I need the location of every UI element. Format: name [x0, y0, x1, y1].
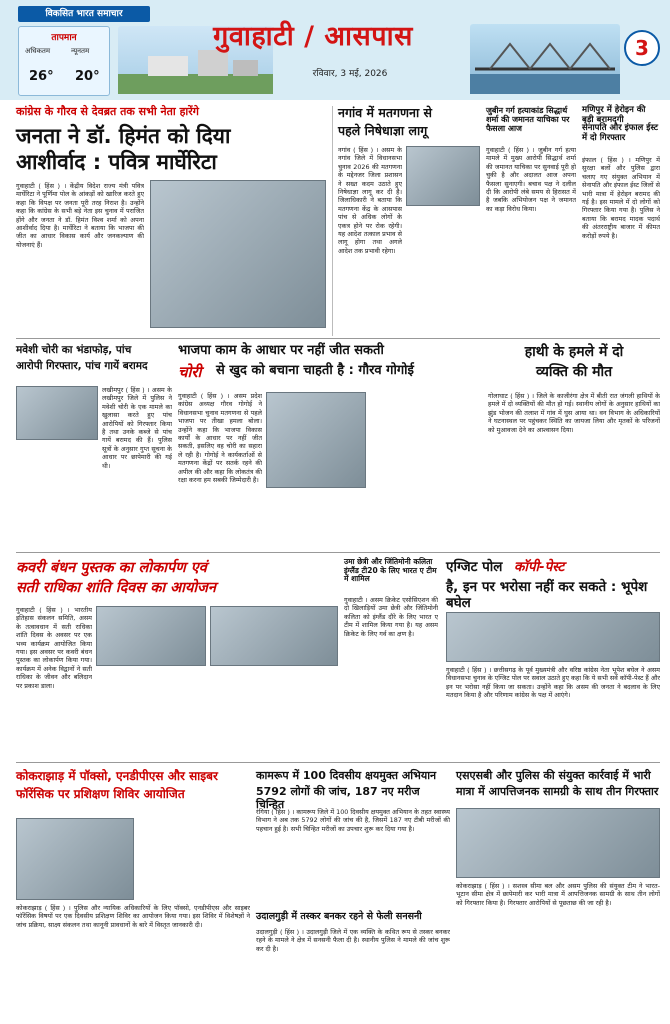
story-7-title-line2: व्यक्ति की मौत [535, 364, 613, 380]
max-temp-label: अधिकतम [25, 47, 51, 55]
publication-brand: विकसित भारत समाचार [18, 6, 150, 22]
story-5-title-line1: मवेशी चोरी का भंडाफोड़, पांच [16, 344, 132, 356]
story-13-title: उदालगुड़ी में तस्कर बनकर रहने से फेली सनसनी [256, 911, 422, 922]
story-6-photo [266, 392, 366, 488]
story-1-title-line1: जनता ने डॉ. हिमंत को दिया [16, 124, 231, 148]
story-9-title: उमा छेत्री और जिंतिमोनी कलिता इंग्लैंड टी20 के लिए भारत ए टीम में शामिल [344, 557, 437, 584]
story-1-title-line2: आशीर्वाद : पवित्र मार्घेरिटा [16, 150, 217, 174]
story-7-title-line1: हाथी के हमले में दो [524, 344, 624, 360]
story-7-body: गोलाघाट ( हिंस ) । जिले के काजीरंगा क्षेत्र में बीती रात जंगली हाथियों के हमले में दो व्यक्तियों की मौत हो गई। स्थानीय लोगों के अनुसार हाथियों का झुंड भोजन की तलाश में गांव में घुस आया था। वन विभाग के अधिकारियों ने घटनास्थल पर पहुंचकर स्थिति का जायजा लिया और मृतकों के परिजनों को मुआवजा देने का आश्वासन दिया। [488, 392, 660, 434]
story-14-photo [456, 808, 660, 878]
story-4-title-line1: मणिपुर में हेरोइन की बड़ी बरामदगी [582, 105, 646, 125]
min-temp-label: न्यूनतम [71, 47, 90, 55]
row-divider [16, 762, 660, 763]
story-4-body: इंफाल ( हिंस ) । मणिपुर में सुरक्षा बलों और पुलिस द्वारा चलाए गए संयुक्त अभियान में सेनापति और इंफाल ईस्ट जिलों से भारी मात्रा में हेरोइन बरामद की गई है। इस मामले में दो लोगों को गिरफ्तार किया गया है। पुलिस ने बताया कि बरामद मादक पदार्थ की अंतरराष्ट्रीय बाजार में कीमत करोड़ों रुपये है। [582, 156, 660, 240]
story-3-body: गुवाहाटी ( हिंस ) । जुबीन गर्ग हत्या मामले में मुख्य आरोपी सिद्धार्थ शर्मा की जमानत याचिका पर सुनवाई पूरी हो चुकी है और अदालत आज अपना फैसला सुनाएगी। बचाव पक्ष ने दलील दी कि आरोपी लंबे समय से हिरासत में है जबकि अभियोजन पक्ष ने जमानत का कड़ा विरोध किया। [486, 146, 576, 213]
story-2-body: नगांव ( हिंस ) । असम के नगांव जिले में विधानसभा चुनाव 2026 की मतगणना के मद्देनजर जिला प्रशासन ने सख्त कदम उठाते हुए निषेधाज्ञा लागू कर दी है। जिलाधिकारी ने बताया कि मतगणना केंद्र के आसपास पांच से अधिक लोगों के एकत्र होने पर रोक रहेगी। यह आदेश तत्काल प्रभाव से लागू होगा तथा अगले आदेश तक प्रभावी रहेगा। [338, 146, 402, 255]
story-11-title-line2: फॉरेंसिक पर प्रशिक्षण शिविर आयोजित [16, 787, 185, 801]
story-11-body: कोकराझाड़ ( हिंस ) । पुलिस और न्यायिक अधिकारियों के लिए पॉक्सो, एनडीपीएस और साइबर फॉरेंसिक विषयों पर एक दिवसीय प्रशिक्षण शिविर का आयोजन किया गया। इस शिविर में विशेषज्ञों ने जांच प्रक्रिया, साक्ष्य संकलन तथा कानूनी प्रावधानों के बारे में विस्तृत जानकारी दी। [16, 904, 250, 929]
weather-box [18, 26, 110, 96]
date-line: रविवार, 3 मई, 2026 [312, 69, 388, 79]
page-number: 3 [624, 30, 660, 66]
story-6-body: गुवाहाटी ( हिंस ) । असम प्रदेश कांग्रेस अध्यक्ष गौरव गोगोई ने विधानसभा चुनाव मतगणना से पहले भाजपा पर तीखा हमला बोला। उन्होंने कहा कि भाजपा विकास कार्यों के आधार पर नहीं जीत सकती, इसलिए वह चोरी का सहारा ले रही है। गोगोई ने कार्यकर्ताओं से मतगणना केंद्रों पर सतर्क रहने की अपील की और कहा कि लोकतंत्र की रक्षा करना हम सबकी जिम्मेदारी है। [178, 392, 262, 485]
min-temp-value: 20° [75, 69, 100, 84]
story-2-title-line1: नगांव में मतगणना से [338, 105, 432, 120]
story-12-body: रंगिया ( हिंस ) । कामरूप जिले में 100 दिवसीय क्षयमुक्त अभियान के तहत स्वास्थ्य विभाग ने अब तक 5792 लोगों की जांच की है, जिसमें 187 नए टीबी मरीजों की पहचान हुई है। सभी चिन्हित मरीजों का उपचार शुरू कर दिया गया है। [256, 808, 450, 833]
story-10-title-part2: है, इन पर भरोसा नहीं कर सकते : भूपेश बघेल [446, 579, 648, 611]
story-8-title-line2: सती राधिका शांति दिवस का आयोजन [16, 580, 216, 596]
story-3-title: जुबीन गर्ग हत्याकांड सिद्धार्थ शर्मा की जमानत याचिका पर फैसला आज [486, 106, 570, 134]
bridge-image [470, 24, 620, 94]
story-5-title-line2: आरोपी गिरफ्तार, पांच गायें बरामद [16, 360, 148, 372]
story-9-body: गुवाहाटी । असम क्रिकेट एसोसिएशन की दो खिलाड़ियों उमा छेत्री और जिंतिमोनी कलिता को इंग्लैंड दौरे के लिए भारत ए टीम में शामिल किया गया है। यह असम क्रिकेट के लिए गर्व का क्षण है। [344, 596, 438, 638]
story-14-title-line2: मात्रा में आपत्तिजनक सामग्री के साथ तीन गिरफ्तार [456, 785, 659, 798]
story-6-title-line2: से खुद को बचाना चाहती है : गौरव गोगोई [216, 363, 414, 378]
story-1-body: गुवाहाटी ( हिंस ) । केंद्रीय विदेश राज्य मंत्री पवित्र मार्घेरिटा ने पूर्णिमा पोल के आंकड़ों को खारिज करते हुए कहा कि विपक्ष पर जनता पूरी तरह निराश है। उन्होंने कहा कि कांग्रेस के सभी बड़े नेता इस चुनाव में पराजित होंगे और जनता ने डॉ. हिमंत विश्व शर्मा को अपना आशीर्वाद दिया है। मार्घेरिटा ने बताया कि भाजपा की जीत का आधार विकास कार्य और जनकल्याण की योजनाएं हैं। [16, 182, 144, 249]
story-12-title-line2: 5792 लोगों की जांच, 187 नए मरीज चिन्हित [256, 785, 420, 811]
story-8-photo-1 [96, 606, 206, 666]
story-10-title-part1: एग्जिट पोल [446, 559, 503, 575]
story-1-photo [150, 180, 326, 328]
story-10-photo [446, 612, 660, 662]
story-5-photo [16, 386, 98, 440]
story-11-title-line1: कोकराझाड़ में पॉक्सो, एनडीपीएस और साइबर [16, 769, 218, 783]
story-10-body: गुवाहाटी ( हिंस ) । छत्तीसगढ़ के पूर्व मुख्यमंत्री और वरिष्ठ कांग्रेस नेता भूपेश बघेल ने असम विधानसभा चुनाव के एग्जिट पोल पर सवाल उठाते हुए कहा कि ये सभी सर्वे कॉपी-पेस्ट हैं और इन पर भरोसा नहीं किया जा सकता। उन्होंने कहा कि असम की जनता ने बदलाव के लिए मतदान किया है और परिणाम कांग्रेस के पक्ष में आएंगे। [446, 666, 660, 700]
story-6-title-emphasis: चोरी [178, 363, 202, 381]
story-1-kicker: कांग्रेस के गौरव से देवब्रत तक सभी नेता हारेंगे [16, 105, 199, 118]
weather-label: तापमान [51, 33, 77, 43]
story-13-body: उदालगुड़ी ( हिंस ) । उदालगुड़ी जिले में एक व्यक्ति के कथित रूप से तस्कर बनकर रहने के मामले ने क्षेत्र में सनसनी फैला दी है। स्थानीय पुलिस ने मामले की जांच शुरू कर दी है। [256, 928, 450, 953]
story-11-photo [16, 818, 134, 900]
story-6-title-line1: भाजपा काम के आधार पर नहीं जीत सकती [178, 343, 384, 358]
story-14-title-line1: एसएसबी और पुलिस की संयुक्त कार्रवाई में भारी [456, 769, 651, 782]
story-10-title-emphasis: कॉपी-पेस्ट [514, 559, 565, 575]
bridge-icon [470, 24, 620, 94]
story-14-body: कोकराझाड़ ( हिंस ) । सशस्त्र सीमा बल और असम पुलिस की संयुक्त टीम ने भारत-भूटान सीमा क्षेत्र में छापेमारी कर भारी मात्रा में आपत्तिजनक सामग्री के साथ तीन लोगों को गिरफ्तार किया है। गिरफ्तार आरोपियों से पूछताछ की जा रही है। [456, 882, 660, 907]
story-8-photo-2 [210, 606, 338, 666]
max-temp-value: 26° [29, 69, 54, 84]
story-12-title-line1: कामरूप में 100 दिवसीय क्षयमुक्त अभियान [256, 769, 437, 782]
page-section-title: गुवाहाटी / आसपास [213, 21, 413, 52]
story-8-title-line1: कवरी बंधन पुस्तक का लोकार्पण एवं [16, 560, 207, 576]
story-2-photo [406, 146, 480, 206]
row-divider [16, 552, 660, 553]
story-2-title-line2: पहले निषेधाज्ञा लागू [338, 123, 428, 138]
story-8-body: गुवाहाटी ( हिंस ) । भारतीय इतिहास संकलन समिति, असम के तत्वावधान में सती राधिका शांति दिवस के अवसर पर एक भव्य कार्यक्रम आयोजित किया गया। इस अवसर पर कवरी बंधन पुस्तक का लोकार्पण किया गया। कार्यक्रम में अनेक विद्वानों ने सती राधिका के जीवन और बलिदान पर प्रकाश डाला। [16, 606, 92, 690]
column-divider [332, 106, 333, 336]
story-4-title-line2: सेनापति और इंफाल ईस्ट में दो गिरफ्तार [582, 123, 659, 143]
row-divider [16, 338, 660, 339]
story-5-body: लखीमपुर ( हिंस ) । असम के लखीमपुर जिले में पुलिस ने मवेशी चोरी के एक मामले का खुलासा करते हुए पांच आरोपियों को गिरफ्तार किया है तथा उनके कब्जे से पांच गायें बरामद की हैं। पुलिस सूत्रों के अनुसार गुप्त सूचना के आधार पर छापेमारी की गई थी। [102, 386, 172, 470]
